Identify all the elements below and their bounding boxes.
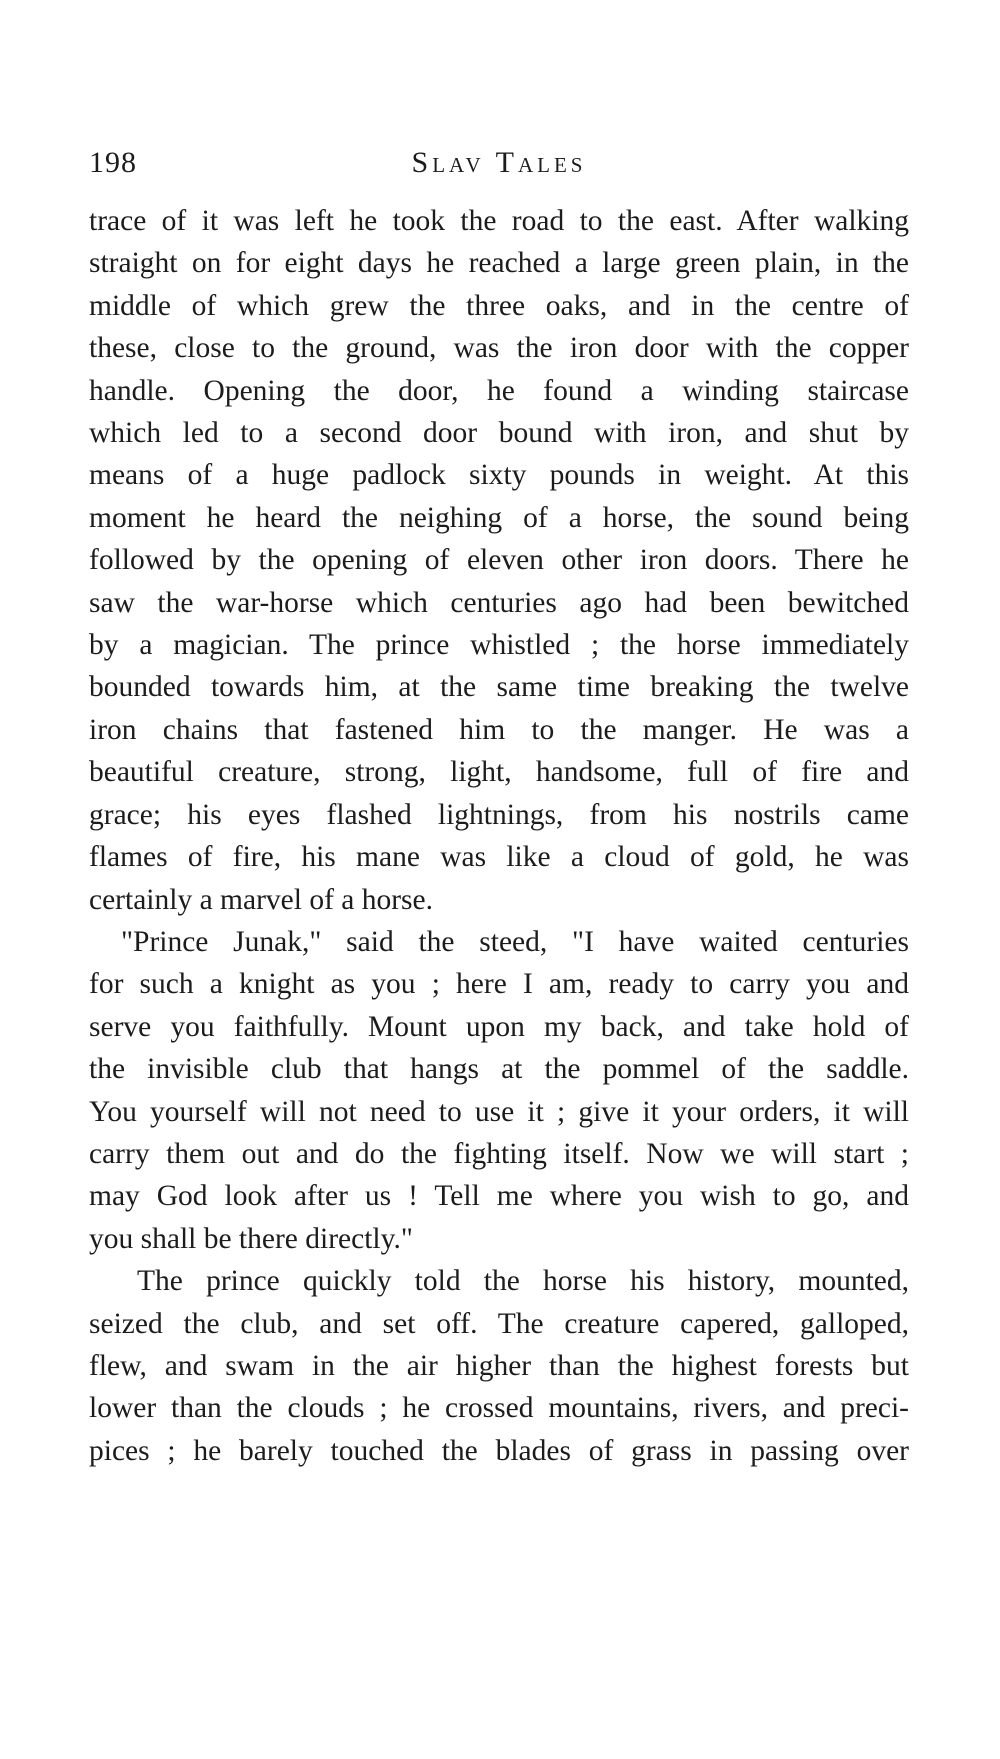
text-line: straight on for eight days he reached a large green plain, in the	[89, 247, 909, 280]
running-head	[89, 140, 909, 184]
text-line: "Prince Junak," said the steed, "I have waited centuries	[121, 925, 909, 958]
text-line: moment he heard the neighing of a horse, the sound being	[89, 501, 909, 534]
text-line: these, close to the ground, was the iron door with the copper	[89, 332, 909, 365]
text-line: serve you faithfully. Mount upon my back, and take hold of	[89, 1010, 909, 1043]
text-line: certainly a marvel of a horse.	[89, 883, 434, 916]
text-line: means of a huge padlock sixty pounds in weight. At this	[89, 459, 909, 492]
text-line: carry them out and do the fighting itself. Now we will start ;	[89, 1137, 909, 1170]
running-title: Slav Tales	[411, 146, 587, 179]
text-line: flames of fire, his mane was like a cloud of gold, he was	[89, 841, 909, 874]
text-line: seized the club, and set off. The creature capered, galloped,	[89, 1307, 909, 1340]
text-line: handle. Opening the door, he found a winding staircase	[89, 374, 909, 407]
body-text	[89, 200, 909, 1472]
paragraph-2	[89, 921, 909, 1260]
text-line: beautiful creature, strong, light, handsome, full of fire and	[89, 756, 909, 789]
text-line: may God look after us ! Tell me where you wish to go, and	[89, 1180, 909, 1213]
text-line: saw the war-horse which centuries ago had been bewitched	[89, 586, 909, 619]
text-line: the invisible club that hangs at the pommel of the saddle.	[89, 1053, 909, 1086]
text-line: middle of which grew the three oaks, and in the centre of	[89, 289, 909, 322]
text-line: followed by the opening of eleven other iron doors. There he	[89, 544, 909, 577]
text-line: you shall be there directly."	[89, 1222, 413, 1255]
text-line: lower than the clouds ; he crossed mountains, rivers, and preci-	[89, 1392, 909, 1425]
text-line: The prince quickly told the horse his history, mounted,	[137, 1265, 909, 1298]
text-line: for such a knight as you ; here I am, ready to carry you and	[89, 968, 909, 1001]
text-line: flew, and swam in the air higher than the highest forests but	[89, 1349, 909, 1382]
text-line: bounded towards him, at the same time breaking the twelve	[89, 671, 909, 704]
text-line: pices ; he barely touched the blades of grass in passing over	[89, 1434, 909, 1467]
book-page	[89, 140, 909, 1472]
paragraph-3	[89, 1260, 909, 1472]
text-line: iron chains that fastened him to the manger. He was a	[89, 713, 909, 746]
text-line: which led to a second door bound with iron, and shut by	[89, 417, 909, 450]
text-line: by a magician. The prince whistled ; the horse immediately	[89, 629, 909, 662]
page-number: 198	[89, 146, 137, 179]
text-line: grace; his eyes flashed lightnings, from his nostrils came	[89, 798, 909, 831]
text-line: trace of it was left he took the road to the east. After walking	[89, 205, 909, 237]
paragraph-1	[89, 200, 909, 921]
text-line: You yourself will not need to use it ; give it your orders, it will	[89, 1095, 909, 1128]
